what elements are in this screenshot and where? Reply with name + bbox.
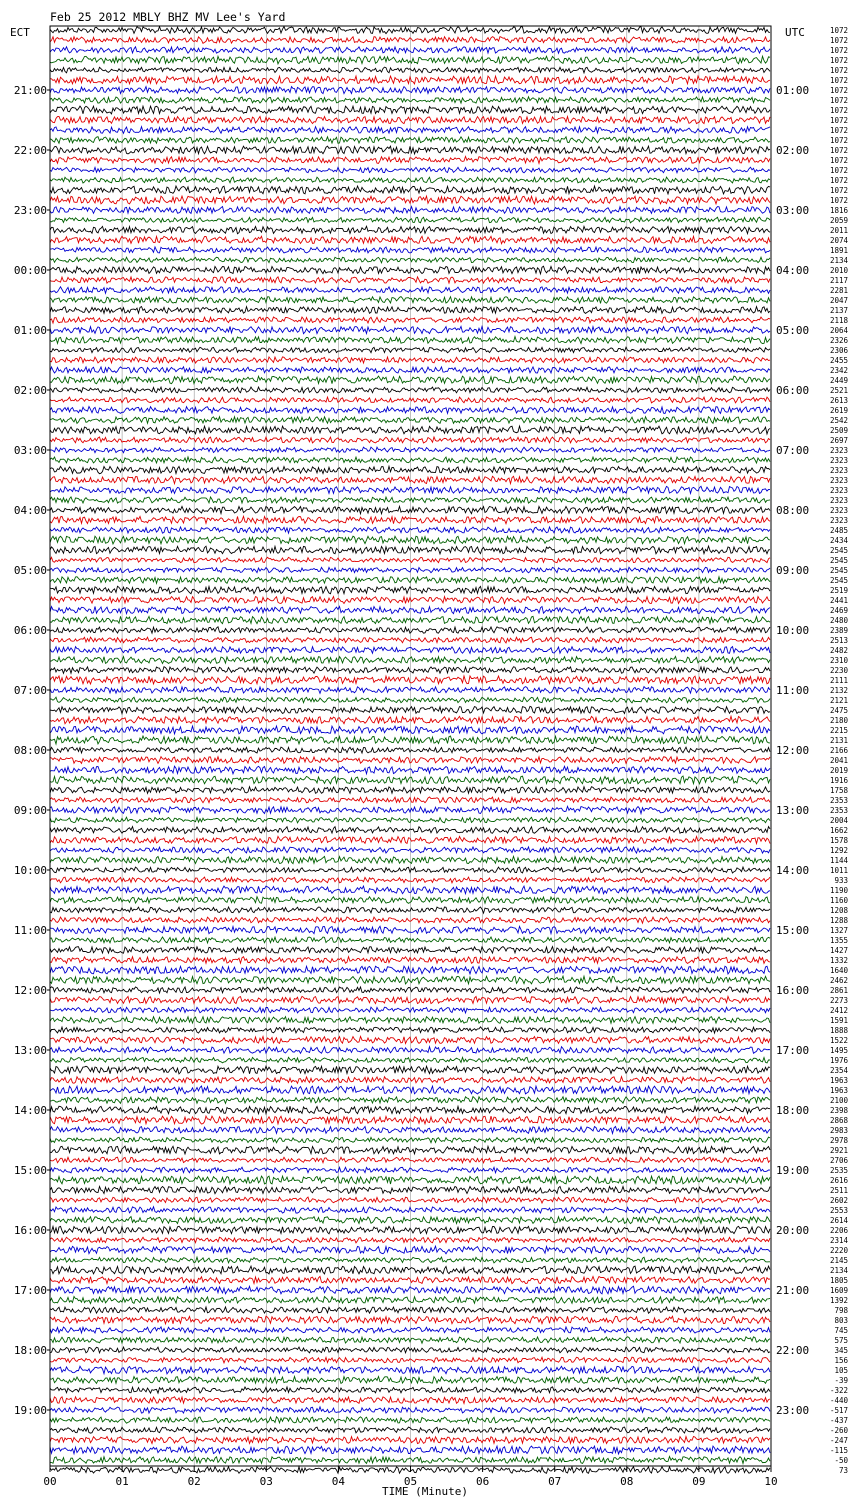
trace-offset-label: 1072 [829,156,848,165]
left-hour-label: 22:00 [13,144,47,157]
left-hour-label: 13:00 [13,1044,47,1057]
trace-offset-label: 2480 [829,616,848,625]
trace-offset-label: 2614 [829,1216,848,1225]
trace-offset-label: 2215 [829,726,848,735]
left-hour-label: 05:00 [13,564,47,577]
trace-offset-label: 2323 [829,456,848,465]
right-hour-label: 06:00 [776,384,810,397]
x-tick-label: 05 [403,1475,418,1488]
trace-offset-label: 2323 [829,446,848,455]
trace-offset-label: 1392 [829,1296,848,1305]
trace-offset-label: 1011 [829,866,848,875]
right-hour-label: 04:00 [776,264,810,277]
trace-offset-label: 2310 [829,656,848,665]
left-hour-label: 12:00 [13,984,47,997]
trace-offset-label: 1495 [829,1046,848,1055]
trace-offset-label: 2342 [829,366,848,375]
left-hour-label: 01:00 [13,324,47,337]
left-hour-label: 04:00 [13,504,47,517]
left-hour-label: 23:00 [13,204,47,217]
left-hour-label: 14:00 [13,1104,47,1117]
trace-offset-label: 2180 [829,716,848,725]
trace-offset-label: 1072 [829,196,848,205]
right-hour-label: 09:00 [776,564,810,577]
trace-offset-label: 2118 [829,316,848,325]
trace-offset-label: 2441 [829,596,848,605]
trace-offset-label: 2064 [829,326,848,335]
trace-offset-label: 2010 [829,266,848,275]
trace-offset-label: 2134 [829,1266,848,1275]
trace-offset-label: -247 [829,1436,848,1445]
right-hour-label: 13:00 [776,804,810,817]
x-tick-label: 02 [187,1475,201,1488]
trace-offset-label: 2485 [829,526,848,535]
trace-offset-label: 2281 [829,286,848,295]
trace-offset-label: 2545 [829,566,848,575]
trace-offset-label: 156 [834,1356,848,1365]
trace-offset-label: -517 [829,1406,848,1415]
left-hour-label: 19:00 [13,1404,47,1417]
trace-offset-label: 2273 [829,996,848,1005]
trace-offset-label: 2545 [829,576,848,585]
trace-offset-label: 803 [834,1316,848,1325]
trace-offset-label: 2511 [829,1186,848,1195]
chart-title: Feb 25 2012 MBLY BHZ MV Lee's Yard [50,10,286,24]
x-axis-label: TIME (Minute) [381,1485,469,1498]
trace-offset-label: 345 [834,1346,848,1355]
trace-offset-label: 2145 [829,1256,848,1265]
x-tick-label: 00 [43,1475,57,1488]
trace-offset-label: 1288 [829,916,848,925]
trace-offset-label: 2131 [829,736,848,745]
trace-offset-label: 2521 [829,386,848,395]
right-hour-label: 19:00 [776,1164,810,1177]
trace-offset-label: 2697 [829,436,848,445]
x-tick-label: 10 [764,1475,778,1488]
trace-offset-label: 1072 [829,126,848,135]
trace-offset-label: 2220 [829,1246,848,1255]
trace-offset-label: 2137 [829,306,848,315]
trace-offset-label: 2100 [829,1096,848,1105]
trace-offset-label: -440 [829,1396,848,1405]
trace-offset-label: 745 [834,1326,848,1335]
trace-offset-label: 1072 [829,166,848,175]
x-tick-label: 09 [692,1475,706,1488]
trace-offset-label: 1208 [829,906,848,915]
trace-offset-label: 1758 [829,786,848,795]
left-hour-label: 00:00 [13,264,47,277]
trace-offset-label: 1609 [829,1286,848,1295]
right-hour-label: 14:00 [776,864,810,877]
trace-offset-labels [830,26,849,1475]
trace-offset-label: 2323 [829,466,848,475]
trace-offset-label: 2059 [829,216,848,225]
trace-offset-label: 2542 [829,416,848,425]
trace-offset-label: 2111 [829,676,848,685]
x-tick-label: 08 [620,1475,634,1488]
trace-offset-label: 2455 [829,356,848,365]
trace-offset-label: 1578 [829,836,848,845]
trace-offset-label: 2132 [829,686,848,695]
trace-offset-label: 2469 [829,606,848,615]
trace-offset-label: 2121 [829,696,848,705]
trace-offset-label: 1805 [829,1276,848,1285]
left-hour-label: 21:00 [13,84,47,97]
trace-offset-label: 2868 [829,1116,848,1125]
left-hour-label: 06:00 [13,624,47,637]
trace-offset-label: 1072 [829,176,848,185]
left-hour-label: 17:00 [13,1284,47,1297]
trace-offset-label: 1963 [829,1086,848,1095]
trace-offset-label: 1190 [829,886,848,895]
trace-offset-label: 2314 [829,1236,848,1245]
trace-offset-label: 1640 [829,966,848,975]
trace-offset-label: 2978 [829,1136,848,1145]
x-tick-label: 07 [548,1475,562,1488]
trace-offset-label: -50 [834,1456,848,1465]
trace-offset-label: 2306 [829,346,848,355]
right-hour-label: 10:00 [776,624,810,637]
trace-offset-label: 2398 [829,1106,848,1115]
trace-offset-label: 1976 [829,1056,848,1065]
trace-offset-label: 2354 [829,1066,848,1075]
trace-offset-label: 798 [834,1306,848,1315]
trace-offset-label: 2921 [829,1146,848,1155]
right-hour-label: 08:00 [776,504,810,517]
trace-offset-label: 1072 [829,66,848,75]
trace-offset-label: 2983 [829,1126,848,1135]
right-hour-label: 02:00 [776,144,810,157]
trace-offset-label: 2019 [829,766,848,775]
right-hour-label: 12:00 [776,744,810,757]
left-hour-label: 08:00 [13,744,47,757]
right-hour-label: 16:00 [776,984,810,997]
trace-offset-label: 73 [838,1466,848,1475]
trace-offset-label: 2616 [829,1176,848,1185]
trace-offset-label: 2475 [829,706,848,715]
trace-offset-label: 1072 [829,106,848,115]
trace-offset-label: 2519 [829,586,848,595]
trace-offset-label: 2166 [829,746,848,755]
trace-offset-label: -437 [829,1416,848,1425]
trace-offset-label: 2047 [829,296,848,305]
trace-offset-label: 1144 [829,856,848,865]
trace-offset-label: 2323 [829,476,848,485]
trace-offset-label: -39 [834,1376,848,1385]
trace-offset-label: 2323 [829,516,848,525]
trace-offset-label: 1327 [829,926,848,935]
trace-offset-label: 2434 [829,536,848,545]
trace-offset-label: 2462 [829,976,848,985]
x-tick-label: 03 [259,1475,273,1488]
trace-offset-label: 1072 [829,26,848,35]
trace-offset-label: 1662 [829,826,848,835]
trace-offset-label: 2449 [829,376,848,385]
trace-offset-label: 1522 [829,1036,848,1045]
left-timezone-label: ECT [10,26,30,39]
trace-offset-label: 1072 [829,86,848,95]
trace-offset-label: 1072 [829,46,848,55]
trace-offset-label: 1072 [829,116,848,125]
trace-offset-label: 1355 [829,936,848,945]
trace-offset-label: 105 [834,1366,848,1375]
trace-offset-label: 2706 [829,1156,848,1165]
left-hour-label: 09:00 [13,804,47,817]
left-hour-label: 18:00 [13,1344,47,1357]
trace-offset-label: -322 [829,1386,848,1395]
right-hour-label: 03:00 [776,204,810,217]
trace-offset-label: 2004 [829,816,848,825]
trace-offset-label: 2323 [829,506,848,515]
trace-offset-label: -260 [829,1426,848,1435]
x-tick-label: 01 [115,1475,129,1488]
left-hour-label: 03:00 [13,444,47,457]
left-hour-label: 02:00 [13,384,47,397]
trace-offset-label: 1916 [829,776,848,785]
trace-offset-label: 1072 [829,76,848,85]
trace-offset-label: 575 [834,1336,848,1345]
trace-offset-label: 2389 [829,626,848,635]
left-hour-label: 07:00 [13,684,47,697]
trace-offset-label: 2353 [829,796,848,805]
x-tick-label: 06 [475,1475,490,1488]
right-hour-label: 05:00 [776,324,810,337]
trace-offset-label: 2134 [829,256,848,265]
trace-offset-label: 1072 [829,36,848,45]
right-hour-label: 20:00 [776,1224,810,1237]
right-hour-label: 11:00 [776,684,810,697]
trace-offset-label: 1072 [829,56,848,65]
trace-offset-label: 1072 [829,186,848,195]
x-tick-label: 04 [331,1475,346,1488]
left-hour-label: 10:00 [13,864,47,877]
left-hour-label: 11:00 [13,924,47,937]
trace-offset-label: 2011 [829,226,848,235]
trace-offset-label: 1816 [829,206,848,215]
trace-offset-label: 1072 [829,136,848,145]
trace-offset-label: 1072 [829,96,848,105]
trace-offset-label: 1891 [829,246,848,255]
trace-offset-label: 2509 [829,426,848,435]
trace-offset-label: 2353 [829,806,848,815]
right-hour-label: 21:00 [776,1284,810,1297]
trace-offset-label: 2545 [829,556,848,565]
right-hour-label: 22:00 [776,1344,810,1357]
trace-offset-label: 2545 [829,546,848,555]
trace-offset-label: 1160 [829,896,848,905]
trace-offset-label: 2074 [829,236,848,245]
trace-offset-label: 2041 [829,756,848,765]
right-hour-label: 17:00 [776,1044,810,1057]
left-hour-label: 15:00 [13,1164,47,1177]
right-hour-label: 07:00 [776,444,810,457]
right-hour-label: 01:00 [776,84,810,97]
trace-offset-label: 2323 [829,496,848,505]
trace-offset-label: 2613 [829,396,848,405]
trace-offset-label: 2117 [829,276,848,285]
trace-offset-label: -115 [829,1446,848,1455]
right-hour-label: 15:00 [776,924,810,937]
trace-offset-label: 1888 [829,1026,848,1035]
trace-offset-label: 1591 [829,1016,848,1025]
trace-offset-label: 2230 [829,666,848,675]
trace-offset-label: 2412 [829,1006,848,1015]
trace-offset-label: 2206 [829,1226,848,1235]
trace-offset-label: 1292 [829,846,848,855]
trace-offset-label: 1427 [829,946,848,955]
trace-offset-label: 2482 [829,646,848,655]
trace-offset-label: 1072 [829,146,848,155]
trace-offset-label: 2535 [829,1166,848,1175]
trace-offset-label: 2602 [829,1196,848,1205]
trace-offset-label: 2619 [829,406,848,415]
trace-offset-label: 2861 [829,986,848,995]
left-hour-label: 16:00 [13,1224,47,1237]
trace-offset-label: 2326 [829,336,848,345]
right-hour-label: 23:00 [776,1404,810,1417]
right-timezone-label: UTC [785,26,805,39]
right-hour-label: 18:00 [776,1104,810,1117]
trace-offset-label: 933 [834,876,848,885]
trace-offset-label: 1963 [829,1076,848,1085]
trace-offset-label: 2553 [829,1206,848,1215]
trace-offset-label: 2513 [829,636,848,645]
trace-offset-label: 2323 [829,486,848,495]
trace-offset-label: 1332 [829,956,848,965]
